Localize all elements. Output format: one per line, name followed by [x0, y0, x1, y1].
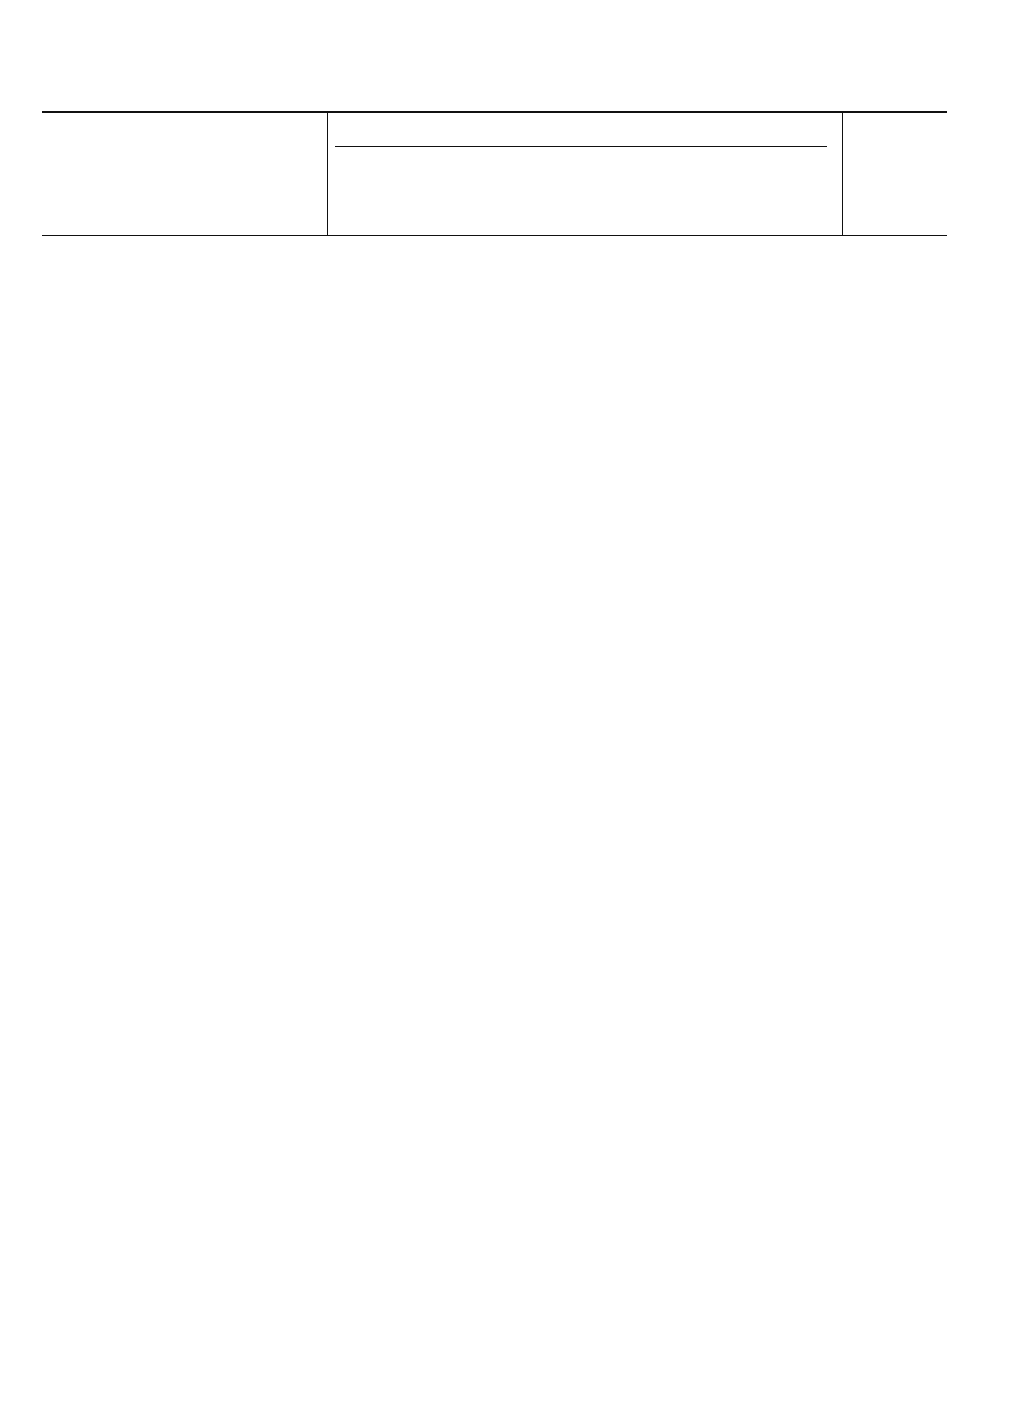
year-header-rule — [335, 146, 827, 147]
land-column-divider — [327, 113, 328, 235]
viehbesatz-column-divider — [842, 113, 843, 235]
top-rule — [42, 111, 947, 113]
header-bottom-rule — [42, 235, 947, 236]
